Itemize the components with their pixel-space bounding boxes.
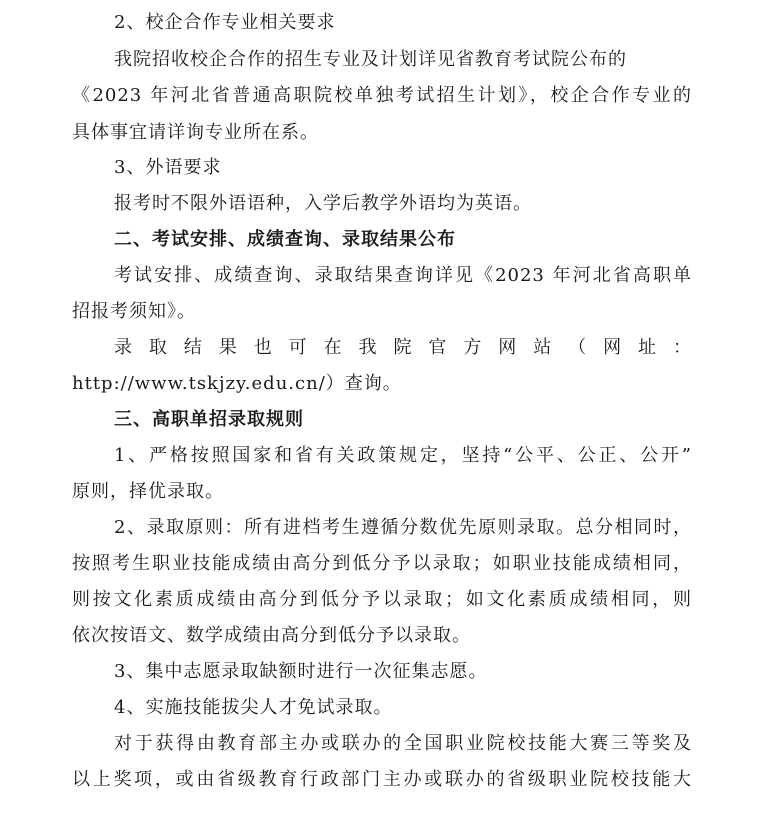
item-heading: 3、集中志愿录取缺额时进行一次征集志愿。: [114, 661, 488, 682]
paragraph-line: 我院招收校企合作的招生专业及计划详见省教育考试院公布的: [114, 49, 627, 70]
paragraph-line: 考试安排、成绩查询、录取结果查询详见《2023 年河北省高职单: [114, 265, 692, 286]
item-heading: 3、外语要求: [114, 157, 222, 178]
paragraph-line: 报考时不限外语语种，入学后教学外语均为英语。: [114, 193, 532, 214]
paragraph-line: 原则，择优录取。: [72, 481, 224, 502]
paragraph-line: 录 取 结 果 也 可 在 我 院 官 方 网 站 （ 网 址 ：: [114, 337, 692, 358]
website-url-line: http://www.tskjzy.edu.cn/）查询。: [72, 373, 402, 394]
paragraph-line: 1、严格按照国家和省有关政策规定，坚持“公平、公正、公开”: [114, 445, 692, 466]
paragraph-line: 招报考须知》。: [72, 301, 196, 322]
paragraph-line: 《2023 年河北省普通高职院校单独考试招生计划》，校企合作专业的: [72, 85, 692, 106]
item-heading: 4、实施技能拔尖人才免试录取。: [114, 697, 393, 718]
paragraph-line: 以上奖项，或由省级教育行政部门主办或联办的省级职业院校技能大: [72, 769, 692, 790]
paragraph-line: 按照考生职业技能成绩由高分到低分予以录取；如职业技能成绩相同，: [72, 553, 692, 574]
paragraph-line: 对于获得由教育部主办或联办的全国职业院校技能大赛三等奖及: [114, 733, 692, 754]
section-heading: 二、考试安排、成绩查询、录取结果公布: [114, 229, 456, 250]
paragraph-line: 则按文化素质成绩由高分到低分予以录取；如文化素质成绩相同，则: [72, 589, 692, 610]
paragraph-line: 2、录取原则：所有进档考生遵循分数优先原则录取。总分相同时，: [114, 517, 692, 538]
paragraph-line: 依次按语文、数学成绩由高分到低分予以录取。: [72, 625, 471, 646]
paragraph-line: 具体事宜请详询专业所在系。: [72, 122, 319, 143]
section-heading: 三、高职单招录取规则: [114, 409, 304, 430]
item-heading: 2、校企合作专业相关要求: [114, 12, 336, 33]
